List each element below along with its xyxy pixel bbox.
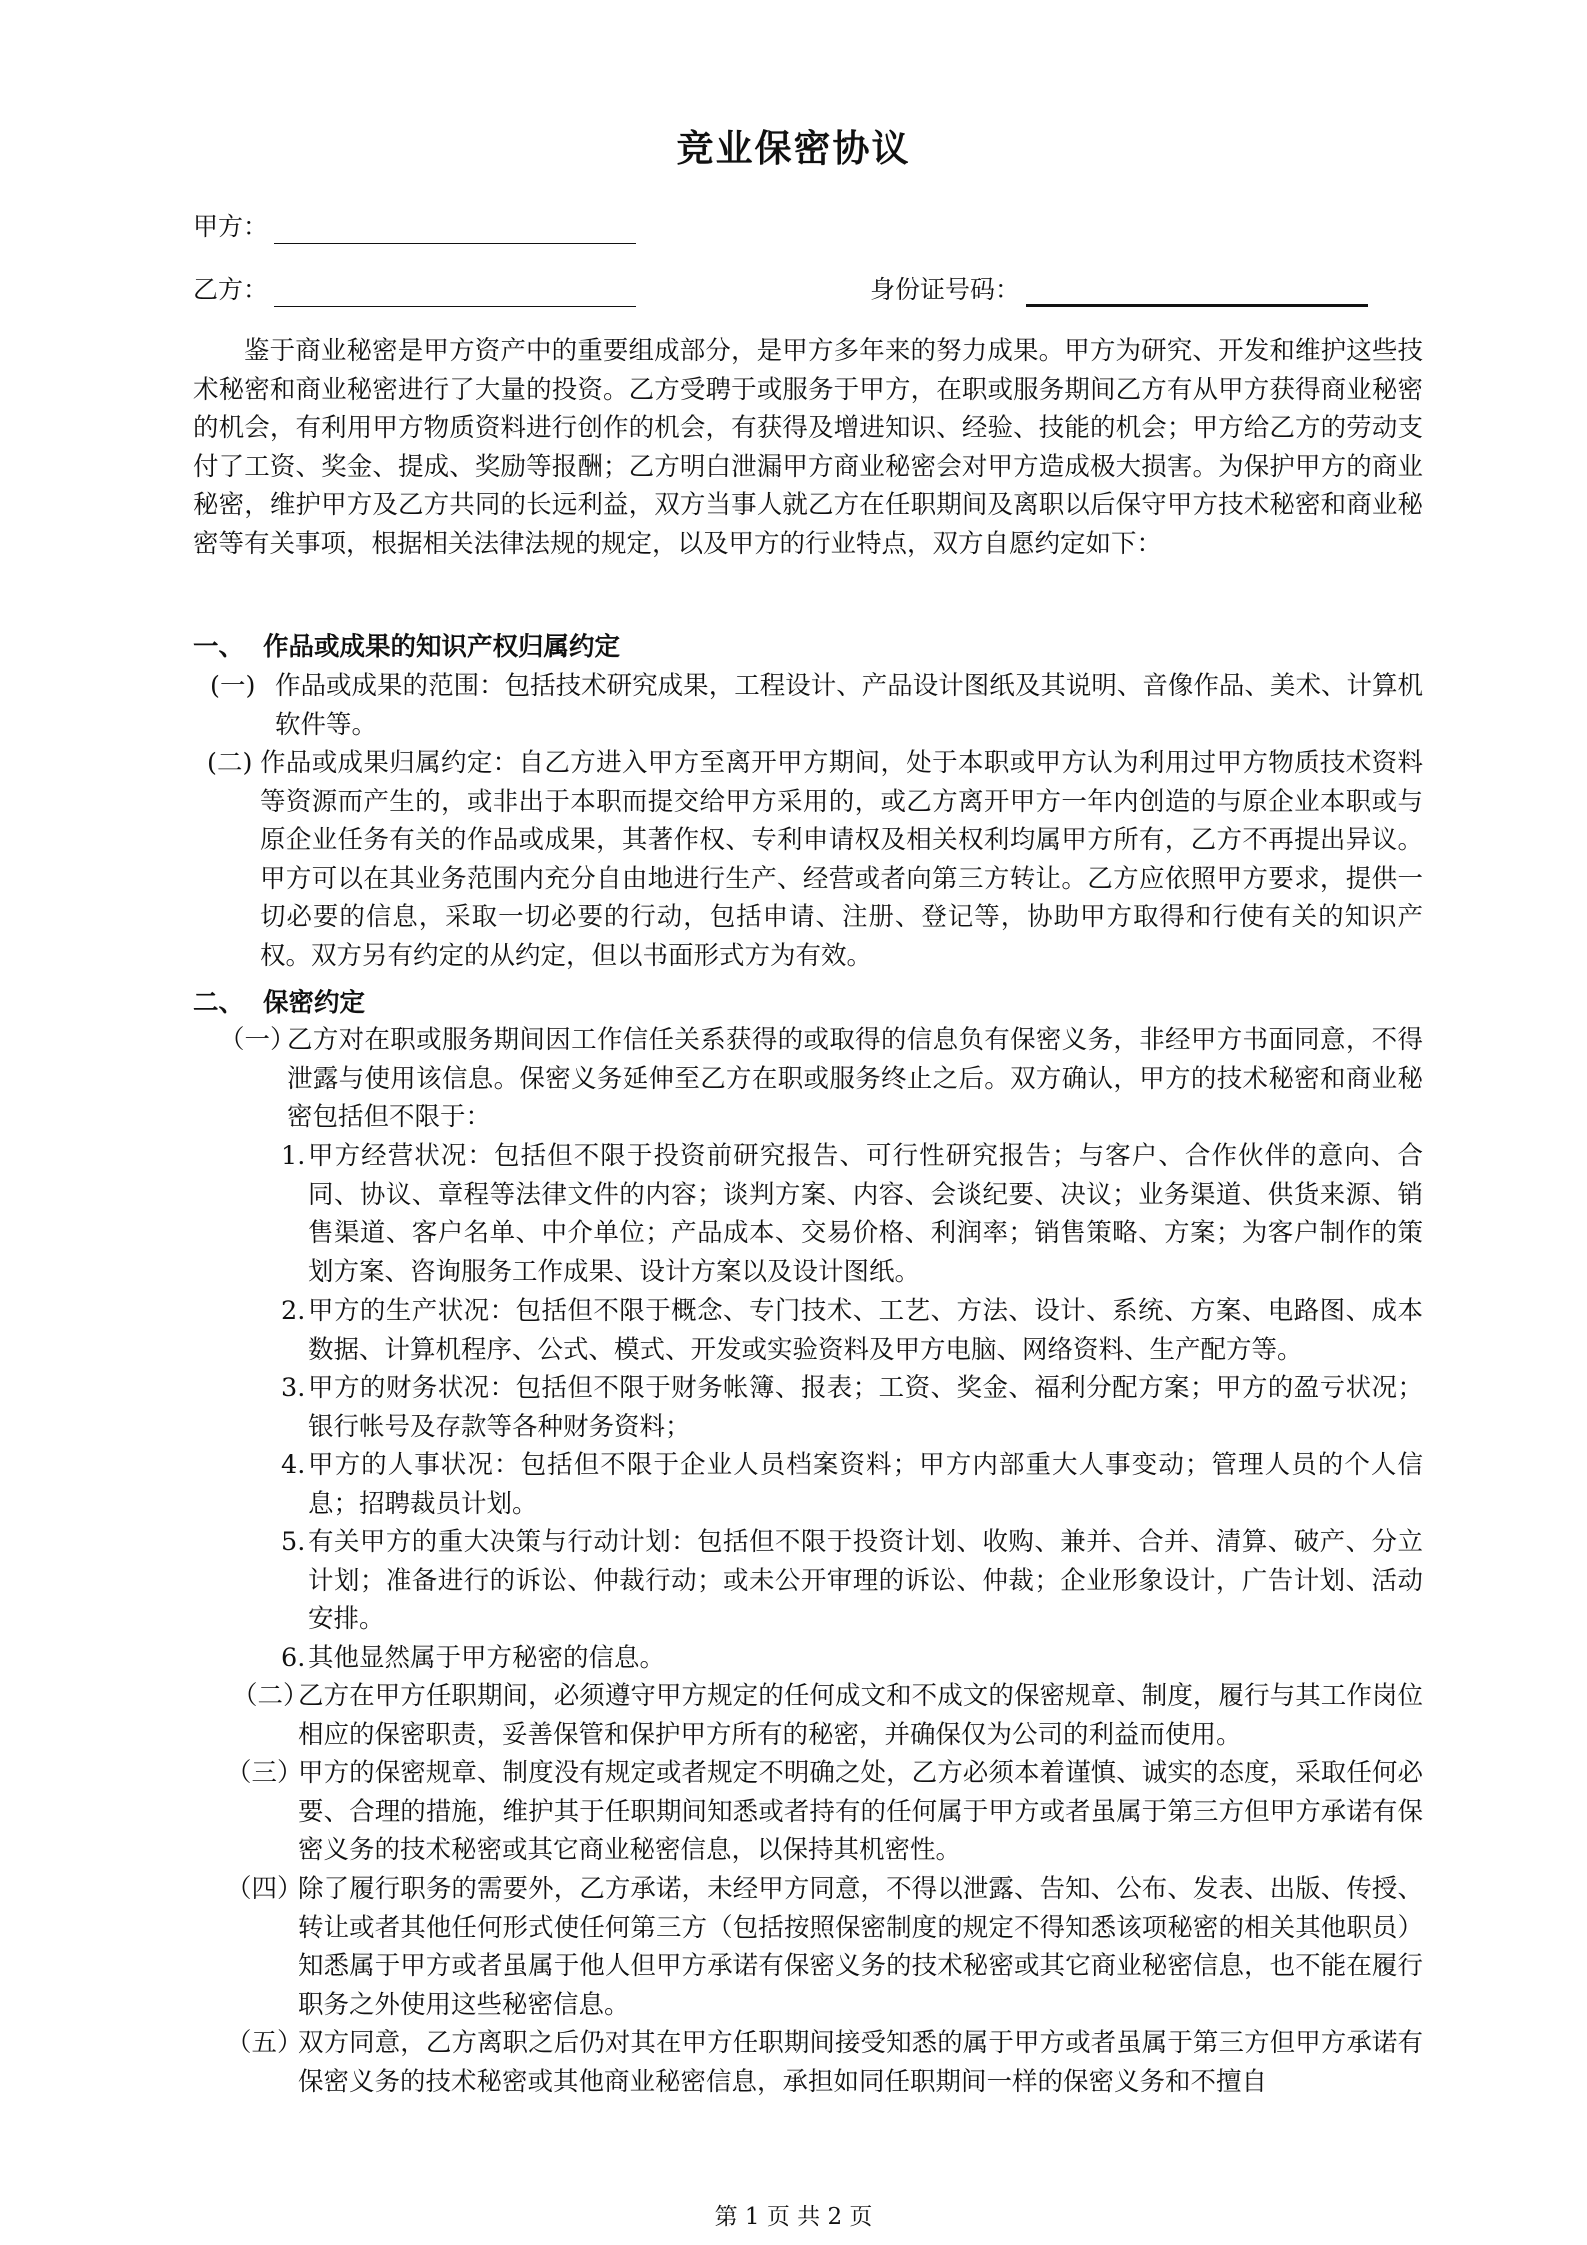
section-2-item-3	[226, 1754, 1423, 1870]
item-marker: （一）	[219, 1025, 296, 1055]
subitem-marker: 3.	[281, 1373, 306, 1403]
page-footer: 第 1 页 共 2 页	[714, 2204, 873, 2230]
subitem-marker: 5.	[281, 1527, 306, 1557]
section-1-heading	[193, 628, 620, 666]
item-text: 作品或成果归属约定：自乙方进入甲方至离开甲方期间，处于本职或甲方认为利用过甲方物质技术资料等资源而产生的，或非出于本职而提交给甲方采用的，或乙方离开甲方一年内创造的与原企业本职或与原企业任务有关的作品或成果，其著作权、专利申请权及相关权利均属甲方所有，乙方不再提出异议。甲方可以在其业务范围内充分自由地进行生产、经营或者向第三方转让。乙方应依照甲方要求，提供一切必要的信息，采取一切必要的行动，包括申请、注册、登记等，协助甲方取得和行使有关的知识产权。双方另有约定的从约定，但以书面形式方为有效。	[260, 748, 1423, 971]
item-text: 乙方在甲方任职期间，必须遵守甲方规定的任何成文和不成文的保密规章、制度，履行与其工作岗位相应的保密职责，妥善保管和保护甲方所有的秘密，并确保仅为公司的利益而使用。	[298, 1681, 1423, 1750]
section-1-number: 一、	[193, 632, 245, 662]
party-b-blank[interactable]	[274, 276, 636, 307]
section-2-item-2	[232, 1677, 1423, 1754]
subitem-text: 甲方的人事状况：包括但不限于企业人员档案资料；甲方内部重大人事变动；管理人员的个人信息；招聘裁员计划。	[308, 1450, 1423, 1519]
item-marker: (一)	[210, 671, 256, 701]
party-b-label: 乙方：	[193, 275, 269, 304]
subitem-4	[281, 1446, 1423, 1523]
subitem-2	[281, 1292, 1423, 1369]
item-text: 乙方对在职或服务期间因工作信任关系获得的或取得的信息负有保密义务，非经甲方书面同意，不得泄露与使用该信息。保密义务延伸至乙方在职或服务终止之后。双方确认，甲方的技术秘密和商业秘密包括但不限于：	[287, 1025, 1423, 1133]
item-marker: （三）	[226, 1758, 303, 1788]
subitem-marker: 6.	[281, 1643, 306, 1673]
section-2-item-4	[226, 1870, 1423, 2024]
section-1-item-1	[210, 667, 1423, 744]
party-a-blank[interactable]	[274, 213, 636, 244]
item-marker: （二）	[232, 1681, 309, 1711]
item-marker: (二)	[207, 748, 253, 778]
party-b-field	[193, 273, 636, 307]
document-title: 竞业保密协议	[676, 127, 911, 170]
subitem-6	[281, 1639, 1423, 1678]
section-1-title: 作品或成果的知识产权归属约定	[263, 632, 621, 662]
section-2-item-1	[219, 1021, 1423, 1137]
item-text: 作品或成果的范围：包括技术研究成果，工程设计、产品设计图纸及其说明、音像作品、美术、计算机软件等。	[275, 671, 1423, 740]
item-text: 除了履行职务的需要外，乙方承诺，未经甲方同意，不得以泄露、告知、公布、发表、出版、传授、转让或者其他任何形式使任何第三方（包括按照保密制度的规定不得知悉该项秘密的相关其他职员）知悉属于甲方或者虽属于他人但甲方承诺有保密义务的技术秘密或其它商业秘密信息，也不能在履行职务之外使用这些秘密信息。	[298, 1874, 1423, 2020]
subitem-text: 其他显然属于甲方秘密的信息。	[308, 1643, 666, 1673]
subitem-marker: 4.	[281, 1450, 306, 1480]
id-number-blank[interactable]	[1026, 274, 1368, 307]
subitem-text: 甲方的财务状况：包括但不限于财务帐簿、报表；工资、奖金、福利分配方案；甲方的盈亏状况；银行帐号及存款等各种财务资料；	[308, 1373, 1423, 1442]
subitem-marker: 1.	[281, 1141, 306, 1171]
id-number-field	[870, 273, 1368, 307]
subitem-1	[281, 1137, 1423, 1291]
subitem-text: 甲方经营状况：包括但不限于投资前研究报告、可行性研究报告；与客户、合作伙伴的意向、合同、协议、章程等法律文件的内容；谈判方案、内容、会谈纪要、决议；业务渠道、供货来源、销售渠道、客户名单、中介单位；产品成本、交易价格、利润率；销售策略、方案；为客户制作的策划方案、咨询服务工作成果、设计方案以及设计图纸。	[308, 1141, 1423, 1287]
section-1-item-2	[207, 744, 1423, 976]
intro-paragraph: 鉴于商业秘密是甲方资产中的重要组成部分，是甲方多年来的努力成果。甲方为研究、开发和维护这些技术秘密和商业秘密进行了大量的投资。乙方受聘于或服务于甲方，在职或服务期间乙方有从甲方获得商业秘密的机会，有利用甲方物质资料进行创作的机会，有获得及增进知识、经验、技能的机会；甲方给乙方的劳动支付了工资、奖金、提成、奖励等报酬；乙方明白泄漏甲方商业秘密会对甲方造成极大损害。为保护甲方的商业秘密，维护甲方及乙方共同的长远利益，双方当事人就乙方在任职期间及离职以后保守甲方技术秘密和商业秘密等有关事项，根据相关法律法规的规定，以及甲方的行业特点，双方自愿约定如下：	[193, 336, 1423, 559]
section-2-heading	[193, 984, 365, 1022]
item-marker: （五）	[226, 2028, 303, 2058]
item-text: 双方同意，乙方离职之后仍对其在甲方任职期间接受知悉的属于甲方或者虽属于第三方但甲方承诺有保密义务的技术秘密或其他商业秘密信息，承担如同任职期间一样的保密义务和不擅自	[298, 2028, 1423, 2097]
subitem-3	[281, 1369, 1423, 1446]
party-a-field	[193, 210, 636, 244]
subitem-marker: 2.	[281, 1296, 306, 1326]
subitem-5	[281, 1523, 1423, 1639]
section-2-title: 保密约定	[263, 988, 366, 1018]
subitem-text: 甲方的生产状况：包括但不限于概念、专门技术、工艺、方法、设计、系统、方案、电路图、成本数据、计算机程序、公式、模式、开发或实验资料及甲方电脑、网络资料、生产配方等。	[308, 1296, 1423, 1365]
id-number-label: 身份证号码：	[870, 275, 1021, 304]
section-2-item-5	[226, 2024, 1423, 2101]
subitem-text: 有关甲方的重大决策与行动计划：包括但不限于投资计划、收购、兼并、合并、清算、破产、分立计划；准备进行的诉讼、仲裁行动；或未公开审理的诉讼、仲裁；企业形象设计，广告计划、活动安排。	[308, 1527, 1423, 1635]
party-a-label: 甲方：	[193, 212, 269, 241]
item-marker: （四）	[226, 1874, 303, 1904]
item-text: 甲方的保密规章、制度没有规定或者规定不明确之处，乙方必须本着谨慎、诚实的态度，采取任何必要、合理的措施，维护其于任职期间知悉或者持有的任何属于甲方或者虽属于第三方但甲方承诺有保密义务的技术秘密或其它商业秘密信息，以保持其机密性。	[298, 1758, 1423, 1866]
section-2-number: 二、	[193, 988, 245, 1018]
